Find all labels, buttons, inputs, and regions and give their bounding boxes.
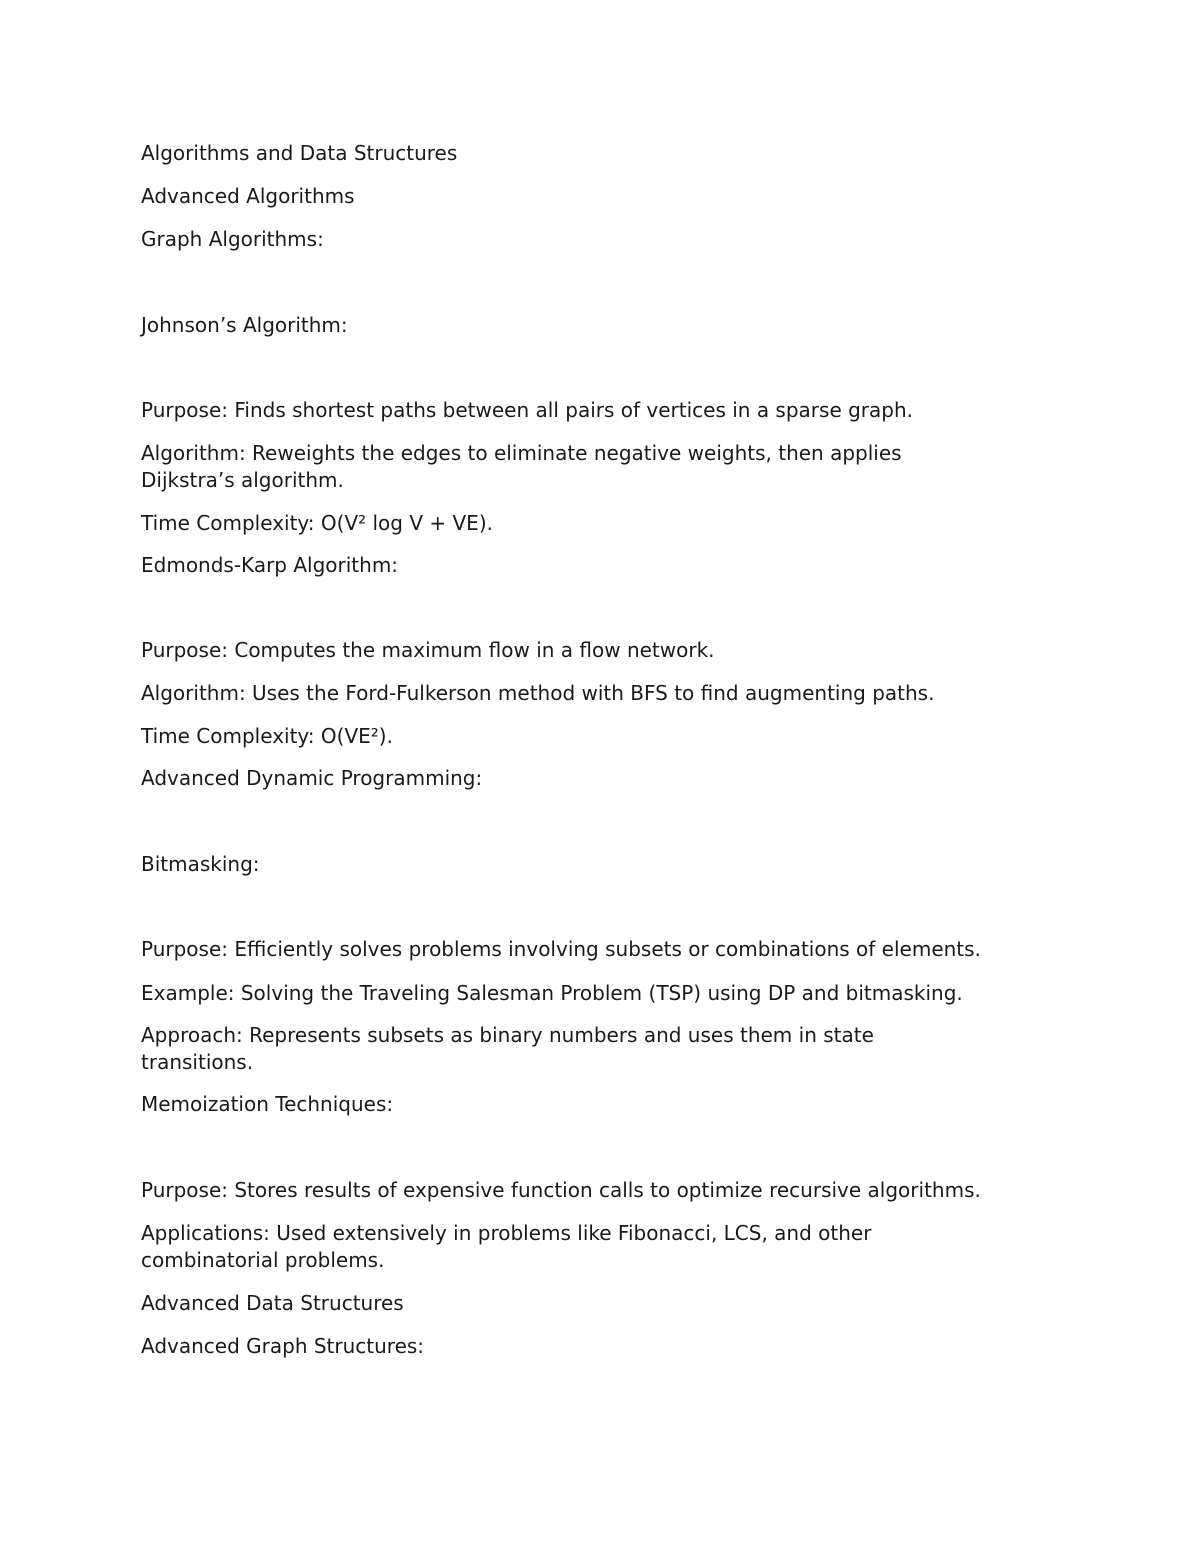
paragraph: Time Complexity: O(VE²). xyxy=(141,724,393,748)
topic-heading: Edmonds-Karp Algorithm: xyxy=(141,553,399,577)
paragraph: Approach: Represents subsets as binary numbers and uses them in state transitions. xyxy=(141,1023,874,1074)
document-title: Algorithms and Data Structures xyxy=(141,141,458,165)
paragraph: Purpose: Finds shortest paths between all pairs of vertices in a sparse graph. xyxy=(141,398,914,422)
subsection-heading: Advanced Graph Structures: xyxy=(141,1334,425,1358)
subsection-heading: Graph Algorithms: xyxy=(141,227,324,251)
paragraph: Purpose: Computes the maximum flow in a flow network. xyxy=(141,638,715,662)
paragraph: Algorithm: Uses the Ford-Fulkerson method with BFS to find augmenting paths. xyxy=(141,681,935,705)
topic-heading: Bitmasking: xyxy=(141,852,260,876)
paragraph: Applications: Used extensively in problems like Fibonacci, LCS, and other combinatorial problems. xyxy=(141,1221,872,1272)
paragraph: Time Complexity: O(V² log V + VE). xyxy=(141,511,493,535)
subsection-heading: Advanced Dynamic Programming: xyxy=(141,766,483,790)
paragraph: Example: Solving the Traveling Salesman Problem (TSP) using DP and bitmasking. xyxy=(141,981,963,1005)
topic-heading: Johnson’s Algorithm: xyxy=(141,313,348,337)
paragraph: Algorithm: Reweights the edges to eliminate negative weights, then applies Dijkstra’s algorithm. xyxy=(141,441,902,492)
paragraph: Purpose: Efficiently solves problems involving subsets or combinations of elements. xyxy=(141,937,981,961)
section-heading: Advanced Data Structures xyxy=(141,1291,404,1315)
section-heading: Advanced Algorithms xyxy=(141,184,355,208)
topic-heading: Memoization Techniques: xyxy=(141,1092,394,1116)
paragraph: Purpose: Stores results of expensive function calls to optimize recursive algorithms. xyxy=(141,1178,981,1202)
